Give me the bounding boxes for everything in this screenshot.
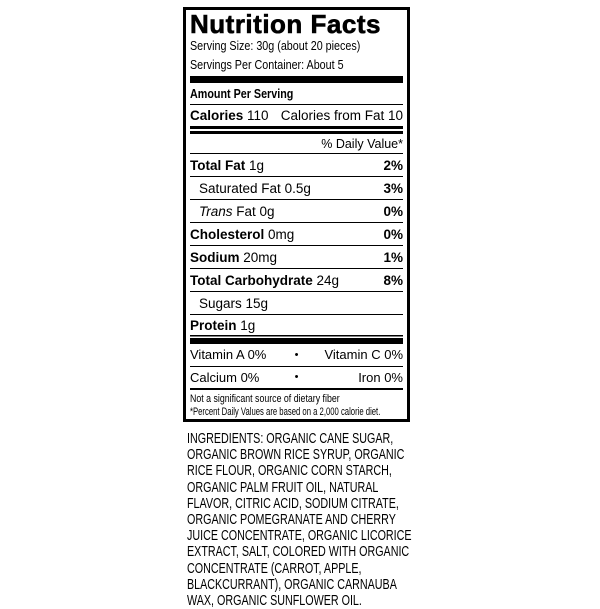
calories-left (190, 108, 269, 123)
nutrient-name-amount: Trans Fat 0g (199, 203, 275, 219)
nutrient-row (190, 269, 403, 292)
ingredients-line: FLAVOR, CITRIC ACID, SODIUM CITRATE, (187, 495, 399, 512)
amount-per-serving-heading (190, 83, 403, 105)
ingredients-line: RICE FLOUR, ORGANIC CORN STARCH, (187, 463, 392, 480)
calories-from-fat: Calories from Fat 10 (280, 108, 403, 123)
ingredients-line: JUICE CONCENTRATE, ORGANIC LICORICE (187, 528, 412, 545)
nutrition-facts-label (183, 7, 410, 422)
ingredients-line: INGREDIENTS: ORGANIC CANE SUGAR, (187, 431, 394, 447)
nutrient-name-amount: Total Carbohydrate 24g (190, 272, 340, 288)
micronutrient-left: Calcium 0% (190, 369, 260, 385)
ingredients-line: BLACKCURRANT), ORGANIC CARNAUBA (187, 576, 397, 593)
nutrient-daily-value: 0% (383, 226, 403, 242)
micronutrient-row (190, 367, 403, 391)
ingredients-line: EXTRACT, SALT, COLORED WITH ORGANIC (187, 544, 410, 561)
daily-value-header: % Daily Value* (190, 134, 403, 154)
amount-per-serving-text: Amount Per Serving (190, 87, 294, 101)
nutrient-daily-value: 1% (383, 249, 403, 265)
micronutrient-left: Vitamin A 0% (190, 347, 267, 363)
nutrient-daily-value: 8% (383, 272, 403, 288)
nutrient-row (190, 154, 403, 177)
nutrient-row (190, 177, 403, 200)
footnote-line: *Percent Daily Values are based on a 2,000 calorie diet. (190, 405, 381, 418)
serving-size-text: Serving Size: 30g (about 20 pieces) (190, 39, 361, 53)
ingredients-block (187, 431, 417, 609)
nutrient-name-amount: Saturated Fat 0.5g (199, 180, 311, 196)
nutrition-facts-title: Nutrition Facts (190, 9, 381, 39)
nutrient-row (190, 315, 403, 335)
calories-label: Calories (190, 108, 244, 123)
nutrient-rows (190, 154, 403, 335)
nutrient-daily-value: 2% (383, 157, 403, 173)
thick-divider-bottom (190, 335, 403, 344)
ingredients-line: CONCENTRATE (CARROT, APPLE, (187, 560, 362, 577)
micronutrient-rows (190, 344, 403, 390)
thick-divider-top (190, 76, 403, 83)
nutrient-row (190, 223, 403, 246)
nutrient-name-amount: Cholesterol 0mg (190, 226, 295, 242)
nutrient-row (190, 292, 403, 315)
footnotes (190, 390, 403, 418)
nutrient-row (190, 200, 403, 223)
servings-per-container-line (190, 59, 403, 72)
servings-per-container-text: Servings Per Container: About 5 (190, 58, 344, 72)
nutrient-name-amount: Total Fat 1g (190, 157, 265, 173)
ingredients-line: ORGANIC PALM FRUIT OIL, NATURAL (187, 479, 379, 496)
ingredients-line: ORGANIC POMEGRANATE AND CHERRY (187, 512, 396, 529)
double-rule-divider (190, 126, 403, 134)
micronutrient-row (190, 344, 403, 367)
footnote-line: Not a significant source of dietary fiber (190, 393, 340, 405)
bullet-separator: • (294, 348, 299, 361)
ingredients-line: ORGANIC BROWN RICE SYRUP, ORGANIC (187, 447, 405, 464)
micronutrient-right: Iron 0% (358, 369, 403, 385)
nutrient-name-amount: Sodium 20mg (190, 249, 278, 265)
serving-size-line (190, 40, 403, 53)
nutrient-row (190, 246, 403, 269)
ingredients-line: WAX, ORGANIC SUNFLOWER OIL. (187, 593, 362, 609)
nutrient-daily-value: 3% (383, 180, 403, 196)
calories-value: 110 (247, 108, 269, 123)
micronutrient-right: Vitamin C 0% (324, 347, 403, 363)
calories-row (190, 105, 403, 126)
nutrient-name-amount: Protein 1g (190, 317, 256, 333)
bullet-separator: • (294, 371, 299, 384)
nutrient-name-amount: Sugars 15g (199, 295, 269, 311)
nutrient-daily-value: 0% (383, 203, 403, 219)
